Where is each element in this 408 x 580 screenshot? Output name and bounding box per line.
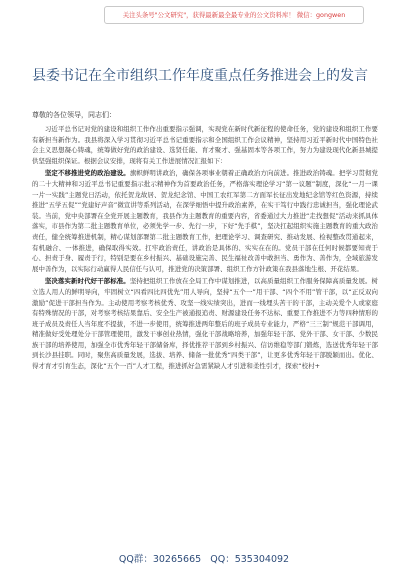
paragraph — [32, 276, 378, 371]
document-title: 县委书记在全市组织工作年度重点任务推进会上的发言 — [32, 68, 368, 84]
document-body — [32, 124, 378, 374]
paragraph-lead: 坚定不移推进党的政治建设。 — [44, 169, 130, 178]
paragraph — [32, 168, 378, 274]
paragraph-text: 习近平总书记对党的建设和组织工作作出重要指示强调，实现党在新时代新征程的使命任务，党的建设和组织工作要有新担当新作为。我县将深入学习贯彻习近平总书记重要指示和全国组织工作会议精神，坚持用习近平新时代中国特色社会主义思想凝心铸魂，统筹做好党的政治建设、选贤任能、育才聚才、强基固本等各项工作，努力为建设现代化新县城提供坚强组织保证。根据会议安排，现将有关工作进展情况汇报如下： — [32, 125, 378, 165]
paragraph-lead: 坚决落实新时代好干部标准。 — [44, 277, 130, 286]
paragraph-text: 旗帜鲜明讲政治，确保各项事业朝着正确政治方向前进。推进政治铸魂。把学习贯彻党的二十大精神和习近平总书记重要指示批示精神作为首要政治任务，严格落实理论学习“第一议题”制度，深化“一月一课一片一实践”主题党日活动，依托贺龙故居、贺龙纪念馆、中国工农红军第二方面军长征出发地纪念馆等红色资源，持续推进“五学五促”“党建好声音”微宣讲等系列活动，在深学细悟中提升政治素养，在实干笃行中践行忠诚担当，强化理论武装。当前，党中央部署在全党开展主题教育，我县作为主题教育的重要内容，省委通过大力推进“走找想促”活动来抓具体落实，市县作为第二批主题教育单位，必须先学一步、先行一步，下好“先手棋”，坚决扛起组织实施主题教育的重大政治责任，健全统筹推进机制，精心谋划部署第二批主题教育工作，把理论学习、调查研究、推动发展、检视整改贯通起来，有机融合、一体推进，确保取得实效。扛牢政治责任，讲政治是具体的、实实在在的。党员干部在任何时候都要知责于心、担责于身、履责于行，特别是要在乡村振兴、基础设施完善、民生福祉改善中敢担当、勇作为、善作为，全域旅游发展中善作为，以实际行动赢得人民信任与认可，推进党的决策部署、组织工作方针政策在我县落地生根、开花结果。 — [32, 169, 378, 273]
salutation: 尊敬的各位领导，同志们： — [32, 111, 116, 119]
contact-footer: QQ群：30265665 QQ：535304092 — [118, 554, 290, 565]
paragraph — [32, 124, 378, 166]
paragraph-text: 坚持把组织工作放在全局工作中谋划推进，以高质量组织工作服务保障高质量发展。树立选人用人的鲜明导向，牢固树立“四看四比四优先”用人导向，坚持“五个一”用干部、“四个不用”管干部，以“正反双向激励”促进干部担当作为。主动使用考察考核优秀、攻坚一线实绩突出，进而一线埋头苦干的干部，主动关爱个人或家庭有特殊情况的干部，对考察考核结果靠后、安全生产被通报追责、财源建设任务不达标、重要工作推进不力等四种情形的班子成员及责任人当年度不提拔，不进一步使用，统筹推进两年整后的班子成员专业能力，严格“三三制”规范干部调用，精准做好受处理处分干部管理使用，激发干事创业热情，强化干部战略培养，加强年轻干部、党外干部、女干部、少数民族干部的培养使用，加强全市优秀年轻干部储备库，择优推荐干部到乡村振兴、信访维稳等部门锻炼，选送优秀年轻干部到长沙县挂职。同时，聚焦高质量发展，选拔、培养、储备一批优秀“四类干部”，让更多优秀年轻干部脱颖而出。优化、得才育才引育生态，深化“五个一百”人才工程，推进抓好急需紧缺人才引进和柔性引才，探索“校村+ — [32, 277, 378, 371]
promo-banner: 关注头条号"公文研究"，获得最新最全最专业的公文资料库！ 微信：gongwen — [104, 6, 364, 24]
